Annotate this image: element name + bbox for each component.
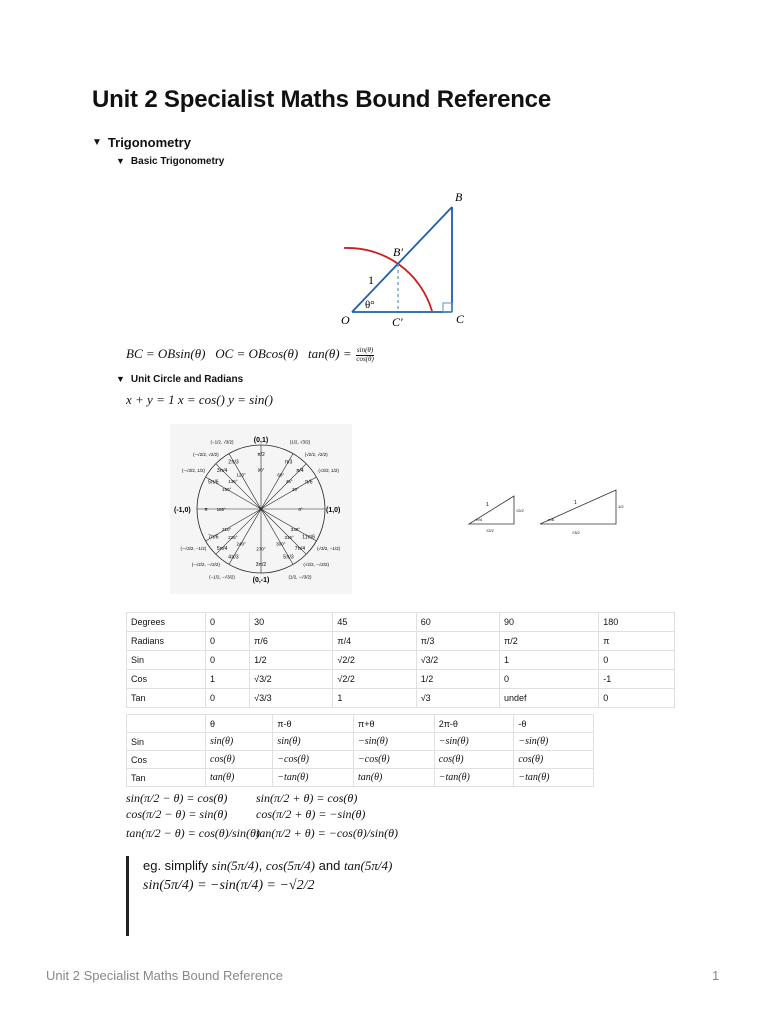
table-cell: √2/2	[333, 670, 416, 689]
coordinate-label: (−√3/2, 1/2)	[181, 468, 205, 473]
table-cell: √2/2	[333, 651, 416, 670]
table-cell: −tan(θ)	[434, 769, 514, 787]
cofunction-row	[126, 806, 398, 822]
table-cell: √3	[416, 689, 499, 708]
coordinate-label: (−1/2, √3/2)	[210, 439, 234, 445]
identity-tan-plus: tan(π/2 + θ) = −cos(θ)/sin(θ)	[256, 825, 398, 840]
degree-label: 60°	[277, 472, 285, 478]
radian-label: 2π/3	[228, 459, 239, 466]
table-cell: 0	[206, 689, 250, 708]
table-cell: √3/2	[416, 651, 499, 670]
table-cell: π/6	[250, 632, 333, 651]
example-prompt: eg. simplify sin(5π/4), cos(5π/4) and tan(5π/4)	[143, 858, 393, 873]
t2-adj: √3/2	[572, 530, 580, 535]
tan-numerator: sin(θ)	[356, 346, 374, 355]
row-label: Radians	[127, 632, 206, 651]
header-cell: θ	[206, 715, 273, 733]
t1-opp: √2/2	[516, 508, 524, 513]
cofunction-row	[126, 790, 398, 806]
radian-label: 4π/3	[228, 554, 239, 561]
radian-label: 11π/6	[302, 534, 316, 541]
coordinate-label: (−√2/2, −√2/2)	[191, 562, 220, 568]
row-label: Tan	[127, 769, 206, 787]
table-cell: 0	[206, 651, 250, 670]
unit-circle-group	[181, 439, 341, 579]
radian-label: π/6	[304, 479, 313, 486]
table-cell: cos(θ)	[206, 751, 273, 769]
table-cell: tan(θ)	[206, 769, 273, 787]
example-prefix: eg. simplify	[143, 858, 209, 873]
right-angle-mark	[443, 303, 452, 312]
table-cell: π/2	[500, 632, 599, 651]
triangle-down-icon: ▼	[116, 374, 125, 384]
table-cell: √3/3	[250, 689, 333, 708]
identity-cos-minus: cos(π/2 − θ) = sin(θ)	[126, 806, 228, 821]
row-label: Tan	[127, 689, 206, 708]
unit-circle-figure	[170, 424, 352, 594]
axis-label-bottom: (0,-1)	[252, 577, 270, 584]
table-row	[127, 670, 675, 689]
table-cell: 1	[333, 689, 416, 708]
triangle-diagram	[330, 185, 480, 330]
axis-label-top: (0,1)	[253, 437, 269, 444]
identity-sin-plus: sin(π/2 + θ) = cos(θ)	[256, 790, 358, 805]
example-cos: cos(5π/4)	[265, 858, 315, 873]
label-c-prime: C′	[392, 315, 403, 329]
toggle-basic-trigonometry[interactable]	[116, 156, 224, 167]
tan-denominator: cos(θ)	[356, 354, 374, 363]
table-cell: cos(θ)	[434, 751, 514, 769]
coordinate-label: (1/2, −√3/2)	[288, 574, 312, 580]
table-cell: 180	[599, 613, 675, 632]
coordinate-label: (√2/2, −√2/2)	[303, 562, 329, 568]
label-hyp-one: 1	[368, 273, 374, 287]
radian-label: π/4	[296, 468, 304, 475]
degree-label: 315°	[284, 535, 294, 541]
example-callout	[126, 856, 426, 936]
table-cell: 0	[206, 632, 250, 651]
table-cell: −tan(θ)	[273, 769, 354, 787]
table-cell: π/3	[416, 632, 499, 651]
header-cell: -θ	[514, 715, 594, 733]
row-label: Cos	[127, 751, 206, 769]
t1-hyp: 1	[486, 502, 489, 508]
radian-label: 3π/4	[216, 468, 228, 475]
table-row	[127, 613, 675, 632]
t2-opp: 1/2	[618, 504, 624, 509]
header-cell	[127, 715, 206, 733]
table-cell: −tan(θ)	[514, 769, 594, 787]
row-label: Sin	[127, 651, 206, 670]
degree-label: 30°	[291, 487, 299, 493]
triangle-down-icon: ▼	[92, 136, 102, 148]
formula-bc: BC = OBsin(θ)	[126, 346, 206, 361]
label-o: O	[341, 313, 350, 327]
formula-oc: OC = OBcos(θ)	[215, 346, 299, 361]
label-b-prime: B′	[393, 245, 403, 259]
cofunction-row	[126, 822, 398, 844]
identities-table	[126, 714, 594, 787]
row-label: Cos	[127, 670, 206, 689]
degree-label: 90°	[257, 467, 265, 473]
table-cell: −sin(θ)	[514, 733, 594, 751]
radian-label: 5π/3	[283, 554, 294, 561]
identity-tan-minus: tan(π/2 − θ) = cos(θ)/sin(θ)	[126, 825, 260, 840]
table-cell: π/4	[333, 632, 416, 651]
page-title: Unit 2 Specialist Maths Bound Reference	[92, 86, 551, 113]
coordinate-label: (√3/2, −1/2)	[317, 546, 341, 551]
axis-label-right: (1,0)	[326, 507, 341, 514]
table-header-row	[127, 715, 594, 733]
example-working: sin(5π/4) = −sin(π/4) = −√2/2	[143, 878, 315, 893]
table-row	[127, 769, 594, 787]
table-cell: 0	[500, 670, 599, 689]
degree-label: 120°	[236, 472, 246, 478]
table-cell: sin(θ)	[206, 733, 273, 751]
table-cell: 1	[206, 670, 250, 689]
table-row	[127, 689, 675, 708]
table-cell: −sin(θ)	[434, 733, 514, 751]
radian-label: 7π/4	[294, 545, 306, 552]
degree-label: 270°	[256, 546, 266, 552]
basic-trig-formulas	[126, 346, 375, 363]
table-cell: sin(θ)	[273, 733, 354, 751]
table-cell: 1/2	[250, 651, 333, 670]
table-cell: undef	[500, 689, 599, 708]
radian-label: 5π/4	[216, 545, 228, 552]
small-triangle-1	[464, 490, 524, 540]
triangle-hypotenuse	[352, 207, 452, 312]
table-cell: 1	[500, 651, 599, 670]
table-cell: π	[599, 632, 675, 651]
label-c: C	[456, 312, 465, 326]
label-theta: θ°	[365, 299, 375, 311]
header-cell: π-θ	[273, 715, 354, 733]
header-cell: π+θ	[354, 715, 435, 733]
radian-label: 3π/2	[255, 562, 267, 568]
table-cell: −cos(θ)	[273, 751, 354, 769]
triangle-down-icon: ▼	[116, 156, 125, 166]
table-cell: 45	[333, 613, 416, 632]
identity-sin-minus: sin(π/2 − θ) = cos(θ)	[126, 790, 228, 805]
table-cell: −sin(θ)	[354, 733, 435, 751]
coordinate-label: (−√2/2, √2/2)	[193, 451, 219, 457]
table-cell: 90	[500, 613, 599, 632]
radian-label: π/2	[257, 452, 265, 458]
radian-label: π/3	[284, 459, 293, 466]
row-label: Sin	[127, 733, 206, 751]
degree-label: 300°	[276, 541, 286, 547]
table-cell: cos(θ)	[514, 751, 594, 769]
table-cell: 0	[206, 613, 250, 632]
radian-label: π	[204, 507, 208, 513]
formula-tan: tan(θ) =	[307, 346, 352, 361]
t2-hyp: 1	[574, 500, 577, 506]
identity-cos-plus: cos(π/2 + θ) = −sin(θ)	[256, 806, 366, 821]
coordinate-label: (1/2, √3/2)	[289, 439, 311, 445]
tan-fraction	[356, 347, 374, 363]
degree-label: 135°	[228, 478, 238, 484]
table-row	[127, 733, 594, 751]
label-b: B	[455, 190, 463, 204]
coordinate-label: (√3/2, 1/2)	[318, 468, 339, 473]
toggle-label: Unit Circle and Radians	[130, 374, 244, 385]
degree-label: 150°	[221, 487, 232, 493]
t1-angle: π/4	[476, 517, 483, 522]
row-label: Degrees	[127, 613, 206, 632]
footer-title: Unit 2 Specialist Maths Bound Reference	[46, 968, 284, 983]
toggle-trigonometry[interactable]	[92, 135, 191, 150]
table-cell: 60	[416, 613, 499, 632]
radian-label: 5π/6	[208, 479, 219, 486]
degree-label: 210°	[221, 526, 232, 532]
table-row	[127, 751, 594, 769]
coordinate-label: (−√3/2, −1/2)	[180, 546, 207, 551]
table-cell: −cos(θ)	[354, 751, 435, 769]
radian-label: 7π/6	[208, 534, 219, 541]
toggle-label: Basic Trigonometry	[130, 156, 225, 167]
axis-label-left: (-1,0)	[174, 507, 191, 514]
unit-arc	[344, 248, 432, 311]
example-tan: tan(5π/4)	[343, 858, 393, 873]
header-cell: 2π-θ	[434, 715, 514, 733]
values-table	[126, 612, 675, 708]
degree-label: 240°	[236, 541, 246, 547]
degree-label: 180°	[216, 507, 226, 512]
degree-label: 0°	[298, 507, 303, 512]
table-cell: -1	[599, 670, 675, 689]
table-cell: 1/2	[416, 670, 499, 689]
example-and: and	[318, 858, 341, 873]
example-sin: sin(5π/4)	[211, 858, 259, 873]
toggle-unit-circle[interactable]	[116, 374, 243, 385]
unit-circle-formula: x + y = 1 x = cos() y = sin()	[126, 392, 273, 407]
table-row	[127, 632, 675, 651]
table-cell: 30	[250, 613, 333, 632]
page-number: 1	[712, 968, 720, 983]
table-cell: 0	[599, 689, 675, 708]
t2-angle: π/6	[548, 517, 555, 522]
degree-label: 225°	[228, 535, 238, 541]
cofunction-identities	[126, 790, 398, 844]
toggle-label: Trigonometry	[107, 135, 191, 150]
table-cell: √3/2	[250, 670, 333, 689]
table-row	[127, 651, 675, 670]
t1-adj: √2/2	[486, 528, 494, 533]
small-triangle-2	[536, 484, 626, 540]
degree-label: 330°	[290, 526, 301, 532]
degree-label: 45°	[285, 478, 293, 484]
coordinate-label: (−1/2, −√3/2)	[209, 574, 235, 580]
coordinate-label: (√2/2, √2/2)	[304, 451, 328, 457]
table-cell: 0	[599, 651, 675, 670]
table-cell: tan(θ)	[354, 769, 435, 787]
